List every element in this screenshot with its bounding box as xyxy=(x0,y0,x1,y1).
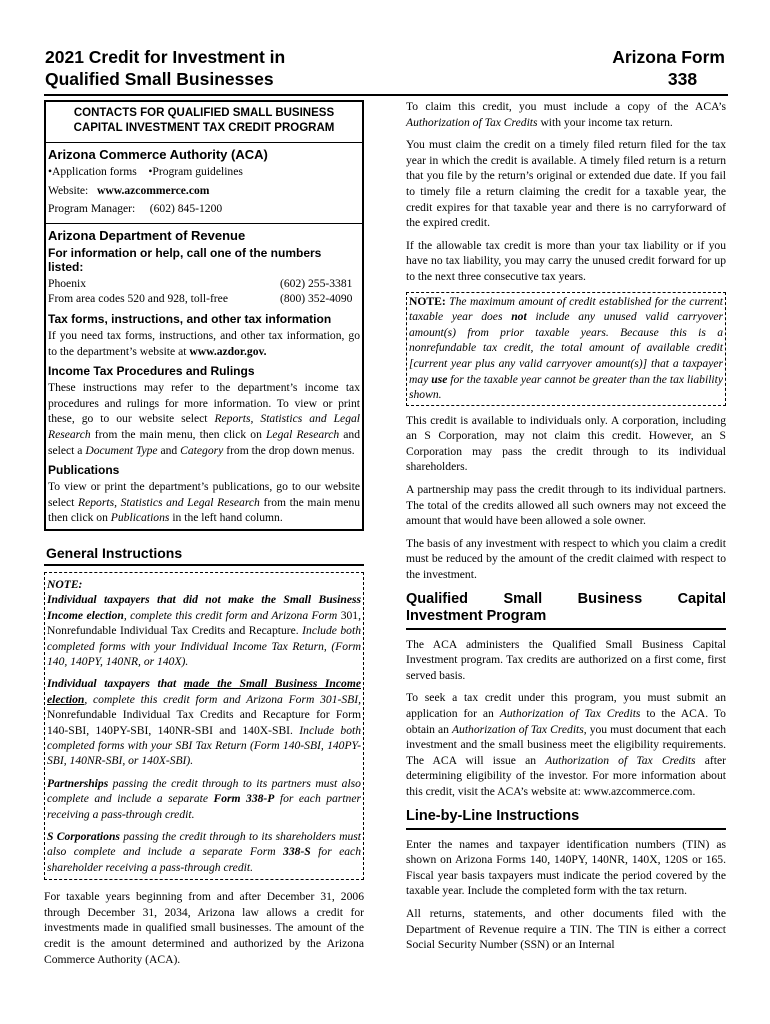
title-line-2: Qualified Small Businesses xyxy=(45,69,274,89)
publications-text-2: from the main menu then click on xyxy=(48,495,360,525)
aca-manager-row xyxy=(46,201,362,217)
procedures-document-type: Document Type xyxy=(85,443,158,457)
publications-text-3: in the left hand column. xyxy=(172,511,283,525)
timely-filed-paragraph: You must claim the credit on a timely filed return filed for the tax year in which the credit is available. A timely filed return is a return that you file by the return’s original or extended due date. If you fail to timely file a return claiming the credit for a taxable year, the credit expires for that taxable year and there is no carryforward of the expired credit. xyxy=(406,138,726,230)
qsb-heading-line-2: Investment Program xyxy=(406,607,547,624)
publications-menu-reports: Reports, Statistics and Legal Research xyxy=(78,495,260,509)
note-2-include: Include both completed forms with your SBI Tax Return (Form 140-SBI, 140PY-SBI, 140NR-SBI, or 140X-SBI). xyxy=(47,723,362,768)
aca-heading: Arizona Commerce Authority (ACA) xyxy=(48,147,268,162)
note-3-bold: Partnerships xyxy=(47,776,109,790)
note-individual-election xyxy=(47,676,361,768)
tax-forms-heading: Tax forms, instructions, and other tax information xyxy=(48,311,332,326)
carryover-note-text-3: for the taxable year cannot be greater than the tax liability shown. xyxy=(409,372,724,402)
contacts-heading-line-1: CONTACTS FOR QUALIFIED SMALL BUSINESS xyxy=(73,107,335,119)
aca-manager-phone: (602) 845-1200 xyxy=(149,202,223,216)
note-1-text: , complete this credit form and Arizona Form xyxy=(123,608,338,622)
application-text-4: after determining eligibility of the investor. For more information about this credit, visit the ACA’s website at: www.azcommerce.com. xyxy=(406,753,726,798)
note-2-form-title: Nonrefundable Individual Tax Credits and Recapture for Form 140-SBI, 140PY-SBI, 140NR-SBI and 140X-SBI. xyxy=(47,708,361,737)
aca-bullet-application-forms: •Application forms xyxy=(48,165,137,178)
carryover-note-not: not xyxy=(511,310,527,324)
publications-text-1: To view or print the department’s publications, go to our website select xyxy=(48,480,360,509)
procedures-text-5: from the drop down menus. xyxy=(226,443,355,457)
dor-tollfree-row xyxy=(46,291,362,307)
note-4-bold: S Corporations xyxy=(47,830,120,843)
note-4-text-2: for each shareholder receiving a pass-through credit. xyxy=(47,845,361,874)
dor-phoenix-phone: (602) 255-3381 xyxy=(280,276,353,290)
aca-manager-label: Program Manager: xyxy=(48,202,136,216)
note-partnerships xyxy=(47,776,361,822)
form-number xyxy=(560,46,725,90)
carryover-note-box xyxy=(406,292,726,406)
left-column xyxy=(44,100,364,967)
note-2-text: , complete this credit form and Arizona Form 301-SBI, xyxy=(84,692,361,706)
contacts-heading-line-2: CAPITAL INVESTMENT TAX CREDIT PROGRAM xyxy=(73,122,335,134)
procedures-text-2: from the main menu, then click on xyxy=(94,427,262,441)
application-authorization-1: Authorization of Tax Credits xyxy=(499,707,641,720)
note-3-text: passing the credit through to its partners must also complete and include a separate xyxy=(47,776,361,806)
note-1-form-title: , Nonrefundable Individual Tax Credits and Recapture. xyxy=(47,608,361,638)
procedures-text xyxy=(46,380,362,458)
qsb-program-heading xyxy=(406,591,726,630)
application-text-1: To seek a tax credit under this program, you must submit an application for an xyxy=(406,691,726,720)
form-code: 338 xyxy=(667,69,698,89)
claim-paragraph xyxy=(406,99,726,130)
claim-text-2: with your income tax return. xyxy=(540,115,673,129)
page-title xyxy=(45,46,365,90)
credit-overview-paragraph: For taxable years beginning from and after December 31, 2006 through December 31, 2034, Arizona law allows a credit for investments made in qualified small businesses. The amount of the credit is the amount determined and authorized by the Arizona Commerce Authority (ACA). xyxy=(44,890,364,966)
general-instructions-heading: General Instructions xyxy=(44,545,364,566)
publications-text xyxy=(46,479,362,529)
right-column xyxy=(406,99,726,960)
general-note-box xyxy=(44,572,364,880)
dor-tollfree-label: From area codes 520 and 928, toll-free xyxy=(48,292,228,306)
carryover-note-text-1: The maximum amount of credit established for the current taxable year does xyxy=(409,294,723,324)
azdor-website-link[interactable]: www.azdor.gov. xyxy=(189,344,267,358)
tax-forms-text xyxy=(46,328,362,359)
carryover-note-text-2: include any unused valid carryover amount(s) from prior taxable years. Because this is a nonrefundable tax credit, the total amount of available credit [current year plus any valid carryover amount(s)] that a taxpayer may xyxy=(409,310,724,386)
publications-menu-publications: Publications xyxy=(110,511,170,525)
application-paragraph xyxy=(406,690,726,799)
carryover-note-use: use xyxy=(431,372,448,386)
carryforward-paragraph: If the allowable tax credit is more than your tax liability or if you have no tax liability, you may carry the unused credit forward for up to the next three consecutive tax years. xyxy=(406,238,726,283)
contacts-box xyxy=(44,100,364,531)
note-2-bold-underlined: made the Small Business Income election xyxy=(47,677,361,706)
qsb-heading-line-1 xyxy=(406,591,726,608)
dor-help-heading: For information or help, call one of the numbers listed: xyxy=(48,245,322,274)
aca-website-row xyxy=(46,183,362,199)
title-line-1: 2021 Credit for Investment in xyxy=(45,47,286,67)
dor-phoenix-row xyxy=(46,276,362,292)
claim-text-1: To claim this credit, you must include a copy of the ACA’s xyxy=(406,100,726,113)
contacts-heading xyxy=(46,106,362,143)
note-3-form: Form 338-P xyxy=(213,792,275,806)
aca-bullet-program-guidelines: •Program guidelines xyxy=(148,165,243,178)
procedures-menu-legal-research: Legal Research xyxy=(265,427,340,441)
procedures-heading: Income Tax Procedures and Rulings xyxy=(48,364,255,379)
note-1-include: Include both completed forms with your Individual Income Tax Return, (Form 140, 140PY, 140NR, or 140X). xyxy=(47,624,362,668)
carryover-note-label: NOTE: xyxy=(409,294,446,308)
dor-phoenix-label: Phoenix xyxy=(48,276,87,290)
aca-administers-paragraph: The ACA administers the Qualified Small Business Capital Investment program. Tax credits are authorized on a first come, first served basis. xyxy=(406,637,726,682)
procedures-menu-reports: Reports, Statistics and Legal Research xyxy=(48,412,361,441)
application-text-3: , you must document that each investment and the small business meet the eligibility requirements. The ACA will issue an xyxy=(406,722,726,767)
aca-website-label: Website: xyxy=(48,183,89,197)
qsb-word-3: Business xyxy=(577,590,643,607)
general-note-label: NOTE: xyxy=(47,577,83,591)
dor-tollfree-phone: (800) 352-4090 xyxy=(280,292,353,306)
individuals-only-paragraph: This credit is available to individuals only. A corporation, including an S Corporation, may not claim this credit. However, an S Corporation may pass the credit through to its individual shareholders. xyxy=(406,413,726,474)
note-4-form: 338-S xyxy=(283,845,311,859)
tax-forms-body: If you need tax forms, instructions, and other tax information, go to the department’s website at xyxy=(48,328,360,358)
aca-bullets xyxy=(46,164,362,180)
application-text-2: to the ACA. To obtain an xyxy=(406,707,726,736)
procedures-text-1: These instructions may refer to the department’s income tax procedures and rulings for more information. To view or print these, go to our website select xyxy=(48,381,360,426)
partnership-paragraph: A partnership may pass the credit through to its individual partners. The total of the credits allowed all such owners may not exceed the amount that would have been allowed a sole owner. xyxy=(406,483,726,528)
application-authorization-2: Authorization of Tax Credits xyxy=(451,722,584,736)
procedures-category: Category xyxy=(180,443,224,457)
procedures-text-4: and xyxy=(160,443,178,457)
dor-heading: Arizona Department of Revenue xyxy=(48,227,246,243)
header-divider xyxy=(44,94,728,96)
basis-paragraph: The basis of any investment with respect to which you claim a credit must be reduced by the amount of the credit claimed with respect to the investment. xyxy=(406,536,726,582)
qsb-word-4: Capital xyxy=(677,590,726,607)
note-2-bold: Individual taxpayers that xyxy=(47,677,177,691)
note-individual-no-election xyxy=(47,592,361,669)
line-by-line-heading: Line-by-Line Instructions xyxy=(406,808,726,830)
note-1-form: 301 xyxy=(340,608,359,622)
note-4-text: passing the credit through to its shareholders must also complete and include a separate Form xyxy=(47,830,361,859)
application-authorization-3: Authorization of Tax Credits xyxy=(545,753,696,767)
qsb-word-1: Qualified xyxy=(406,590,469,607)
procedures-text-3: and select a xyxy=(48,427,360,457)
form-label: Arizona Form xyxy=(612,47,725,67)
qsb-word-2: Small xyxy=(503,590,543,607)
returns-paragraph: All returns, statements, and other documents filed with the Department of Revenue require a TIN. The TIN is either a correct Social Security Number (SSN) or an Internal xyxy=(406,906,726,952)
claim-authorization: Authorization of Tax Credits xyxy=(406,115,538,129)
note-s-corporations xyxy=(47,829,361,875)
publications-heading: Publications xyxy=(48,463,120,478)
note-3-text-2: for each partner receiving a pass-through credit. xyxy=(47,792,361,821)
note-1-bold: Individual taxpayers that did not make the Small Business Income election xyxy=(47,593,361,622)
aca-website-link[interactable]: www.azcommerce.com xyxy=(96,183,210,197)
tin-paragraph: Enter the names and taxpayer identification numbers (TIN) as shown on Arizona Forms 140, 140PY, 140NR, 140X, 120S or 165. Fiscal year basis taxpayers must indicate the period covered by the taxable year. Include the completed form with the tax return. xyxy=(406,837,726,898)
